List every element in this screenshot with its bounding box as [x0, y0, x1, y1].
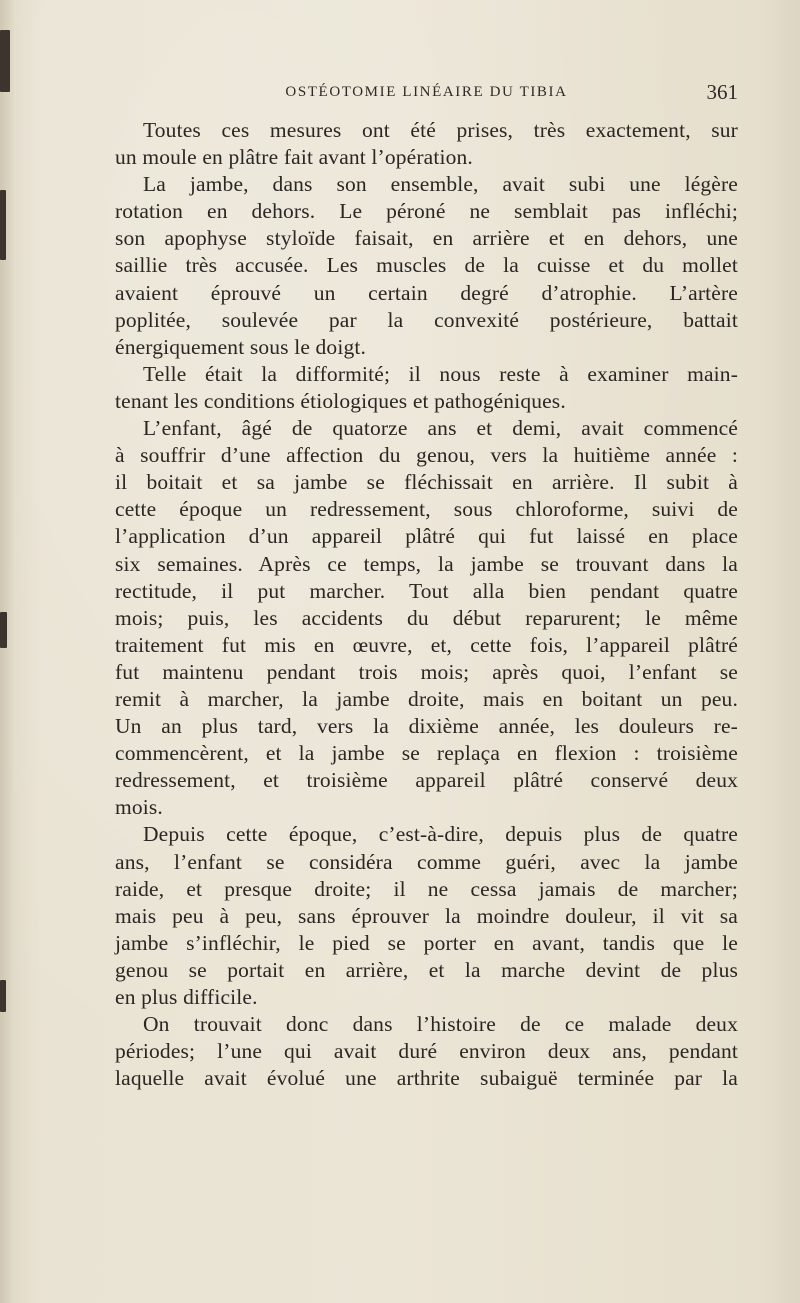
text-line: périodes; l’une qui avait duré environ deux ans, pendant — [115, 1039, 738, 1064]
text-line: La jambe, dans son ensemble, avait subi une légère — [143, 172, 738, 197]
text-line: à souffrir d’une affection du genou, vers la huitième année : — [115, 443, 738, 468]
text-line: genou se portait en arrière, et la marche devint de plus — [115, 957, 738, 982]
page-number: 361 — [706, 80, 738, 104]
text-line: Un an plus tard, vers la dixième année, les douleurs re- — [115, 714, 738, 739]
text-line: L’enfant, âgé de quatorze ans et demi, avait commencé — [143, 416, 738, 441]
text-line: jambe s’infléchir, le pied se porter en avant, tandis que le — [115, 930, 738, 955]
text-line: rotation en dehors. Le péroné ne semblait pas infléchi; — [115, 199, 738, 224]
body-text — [115, 117, 738, 1092]
page-binding-edge — [0, 0, 14, 1303]
text-line: Toutes ces mesures ont été prises, très exactement, sur — [143, 118, 738, 142]
text-line: raide, et presque droite; il ne cessa jamais de marcher; — [115, 876, 738, 901]
running-head — [115, 80, 738, 106]
binding-shadow-mark — [0, 190, 6, 260]
text-line: il boitait et sa jambe se fléchissait en arrière. Il subit à — [115, 470, 738, 495]
text-line: six semaines. Après ce temps, la jambe se trouvant dans la — [115, 551, 738, 576]
text-line: saillie très accusée. Les muscles de la cuisse et du mollet — [115, 253, 738, 278]
text-line: en plus difficile. — [115, 985, 258, 1009]
text-line: laquelle avait évolué une arthrite subaiguë terminée par la — [115, 1066, 738, 1091]
text-line: commencèrent, et la jambe se replaça en flexion : troisième — [115, 741, 738, 766]
text-line: traitement fut mis en œuvre, et, cette fois, l’appareil plâtré — [115, 632, 738, 657]
text-line: Telle était la difformité; il nous reste à examiner main- — [143, 361, 738, 386]
text-line: On trouvait donc dans l’histoire de ce malade deux — [143, 1012, 738, 1037]
text-line: poplitée, soulevée par la convexité postérieure, battait — [115, 307, 738, 332]
text-line: avaient éprouvé un certain degré d’atrophie. L’artère — [115, 280, 738, 305]
text-line: ans, l’enfant se considéra comme guéri, avec la jambe — [115, 849, 738, 874]
text-line: énergiquement sous le doigt. — [115, 334, 367, 359]
text-line: fut maintenu pendant trois mois; après quoi, l’enfant se — [115, 659, 738, 684]
text-line: son apophyse styloïde faisait, en arrière et en dehors, une — [115, 226, 738, 251]
text-line: un moule en plâtre fait avant l’opération. — [115, 145, 473, 170]
binding-shadow-mark — [0, 30, 10, 92]
text-line: cette époque un redressement, sous chloroforme, suivi de — [115, 497, 738, 522]
text-line: mais peu à peu, sans éprouver la moindre douleur, il vit sa — [115, 903, 738, 928]
text-line: tenant les conditions étiologiques et pathogéniques. — [115, 388, 566, 413]
text-line: rectitude, il put marcher. Tout alla bien pendant quatre — [115, 578, 738, 603]
text-line: mois; puis, les accidents du début reparurent; le même — [115, 605, 738, 630]
text-line: remit à marcher, la jambe droite, mais en boitant un peu. — [115, 686, 738, 711]
binding-shadow-mark — [0, 612, 7, 648]
text-line: Depuis cette époque, c’est-à-dire, depuis plus de quatre — [143, 822, 738, 847]
running-title: OSTÉOTOMIE LINÉAIRE DU TIBIA — [285, 84, 568, 100]
text-line: mois. — [115, 795, 163, 820]
binding-shadow-mark — [0, 980, 6, 1012]
text-line: redressement, et troisième appareil plâtré conservé deux — [115, 768, 738, 793]
text-line: l’application d’un appareil plâtré qui fut laissé en place — [115, 524, 738, 549]
